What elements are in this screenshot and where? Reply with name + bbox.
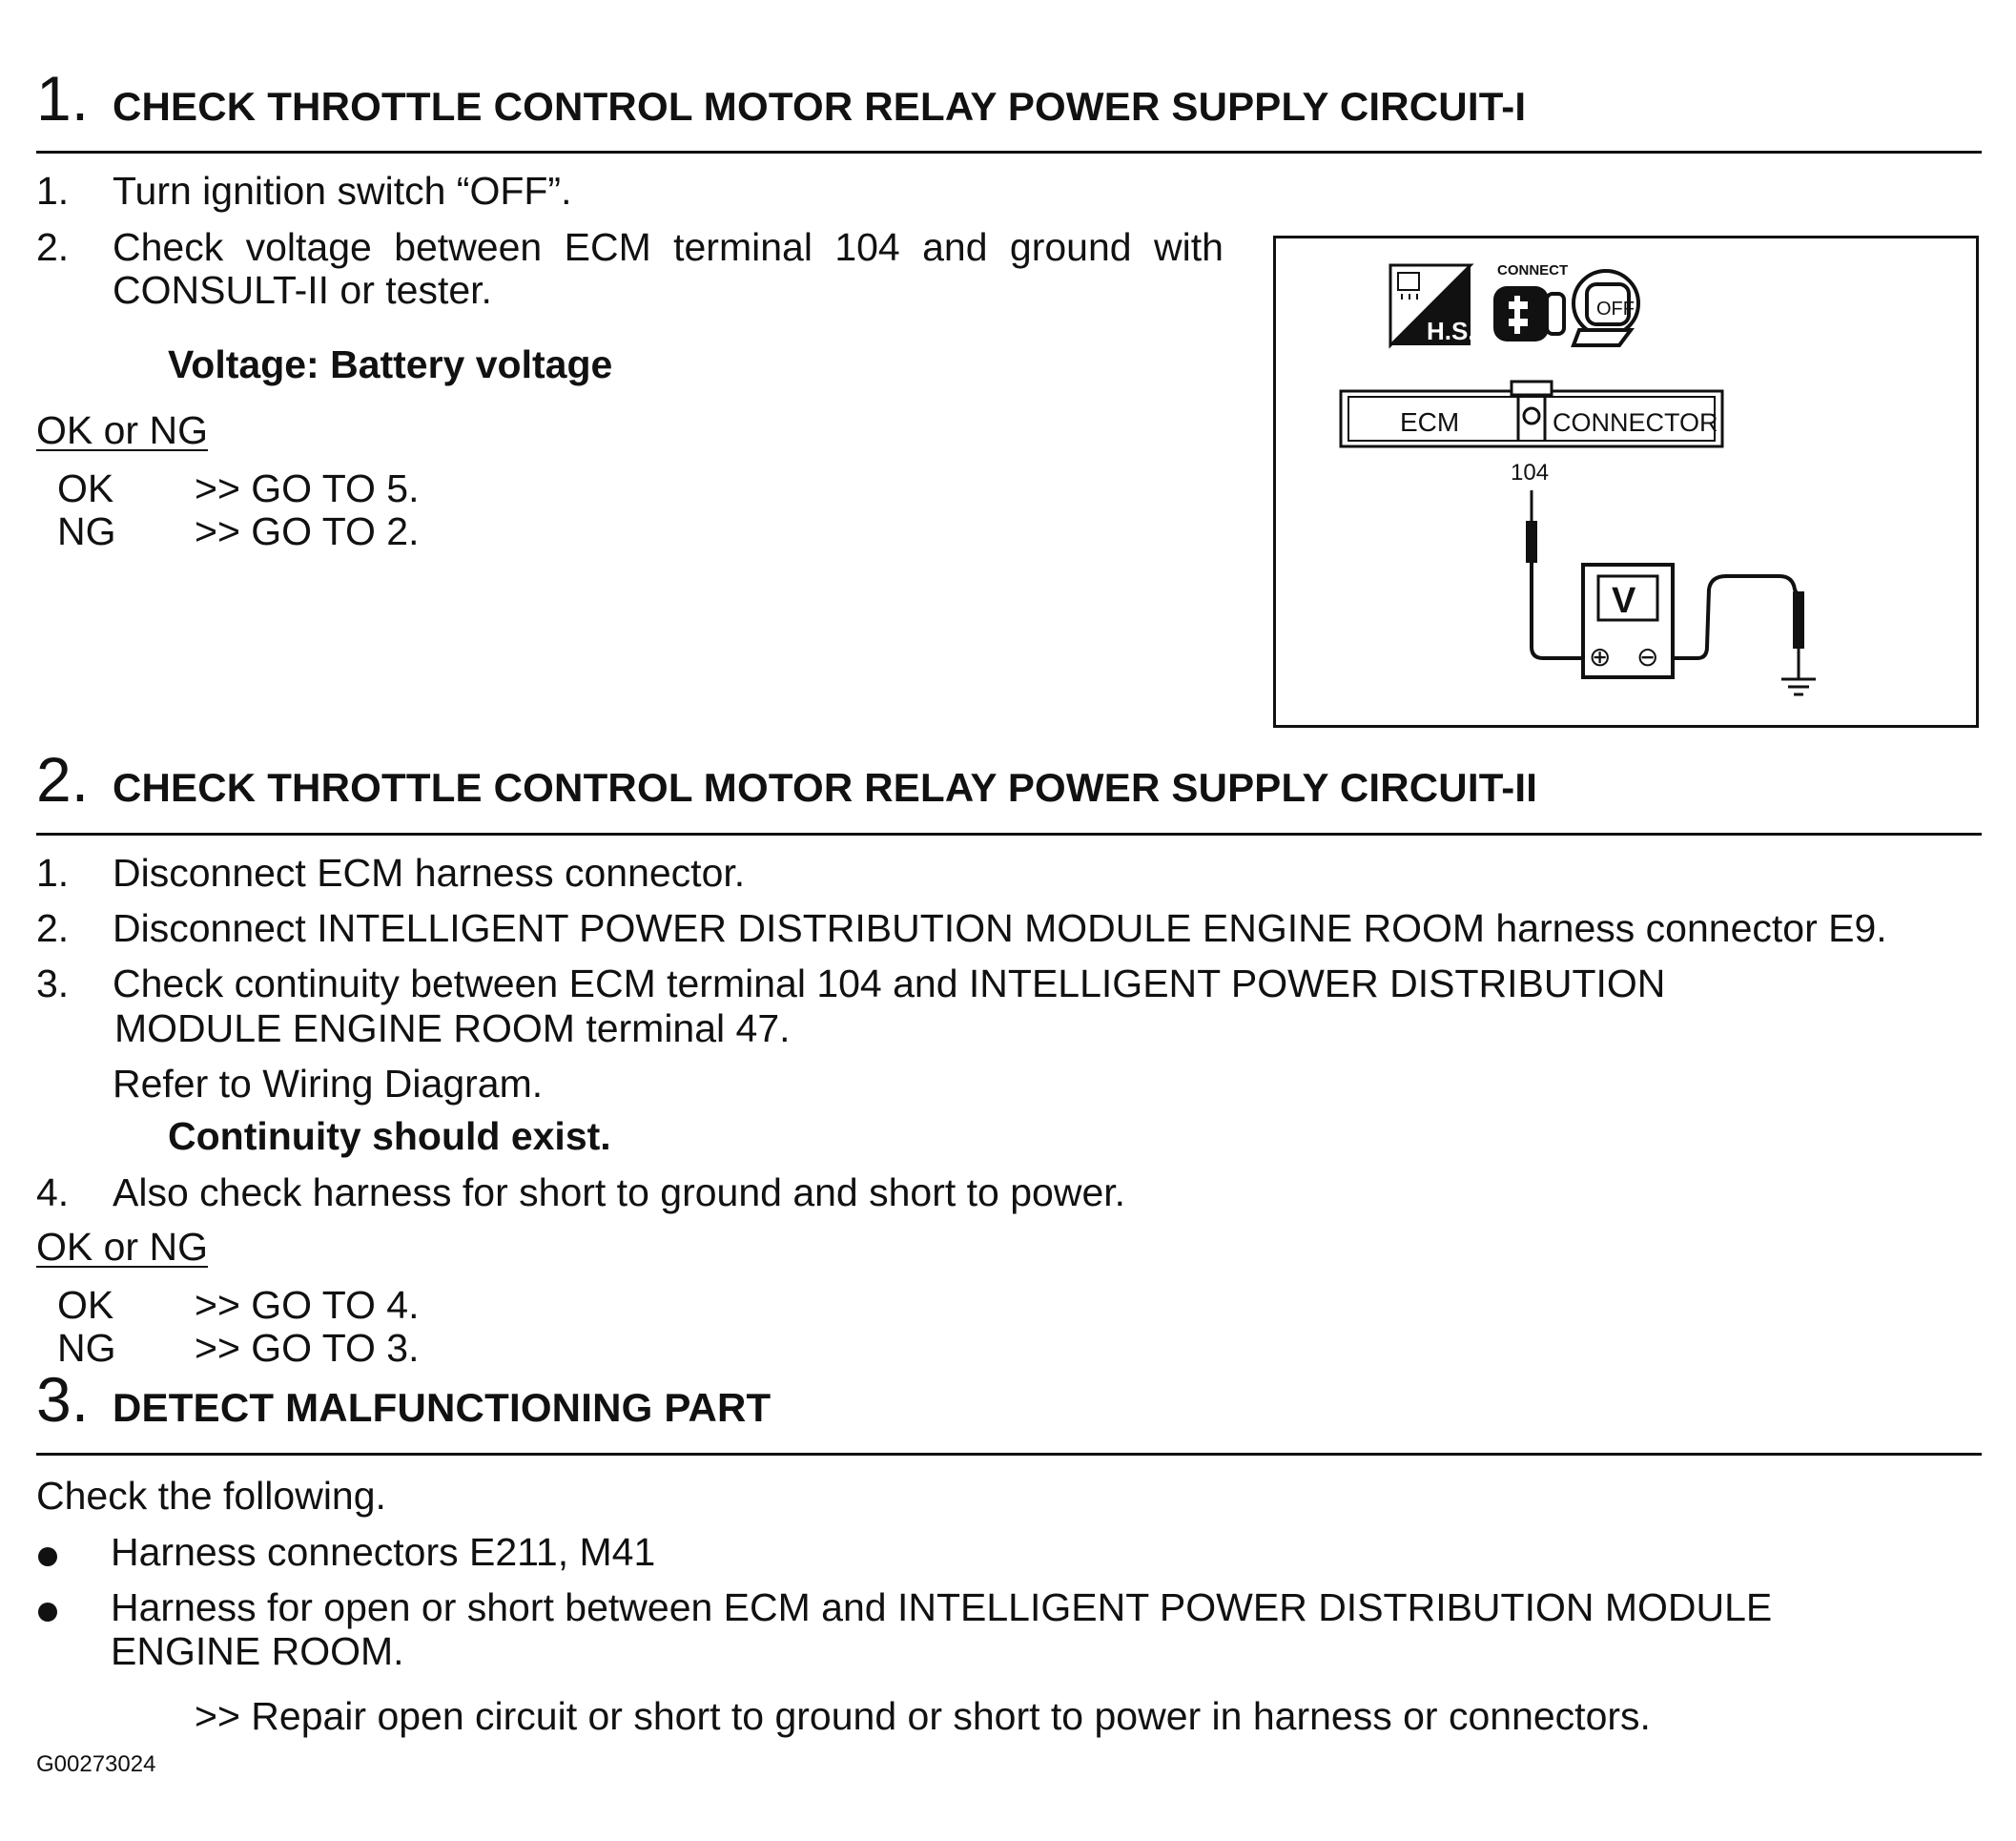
section-3-number: 3. [36, 1364, 90, 1435]
ground-icon [1781, 679, 1816, 694]
section-2-title: CHECK THROTTLE CONTROL MOTOR RELAY POWER SUPPLY CIRCUIT-II [113, 765, 1538, 810]
minus-terminal: ⊖ [1636, 641, 1659, 672]
bullet-text: Harness for open or short between ECM and INTELLIGENT POWER DISTRIBUTION MODULE [111, 1585, 1773, 1629]
section-2-number: 2. [36, 744, 90, 815]
section-1-title: CHECK THROTTLE CONTROL MOTOR RELAY POWER SUPPLY CIRCUIT-I [113, 84, 1527, 129]
ignition-off-icon [1574, 271, 1638, 345]
step-text: CONSULT-II or tester. [113, 268, 492, 312]
hs-label: H.S. [1427, 317, 1475, 345]
meter-label: V [1612, 581, 1636, 621]
ecm-connector [1341, 382, 1722, 446]
bullet-text: Harness connectors E211, M41 [111, 1530, 656, 1574]
section-3-title: DETECT MALFUNCTIONING PART [113, 1385, 771, 1430]
repair-action: >> Repair open circuit or short to ground or short to power in harness or connectors. [195, 1694, 1651, 1738]
result-action: >> GO TO 5. [195, 466, 420, 510]
negative-probe [1673, 576, 1804, 679]
step-text: Disconnect INTELLIGENT POWER DISTRIBUTION MODULE ENGINE ROOM harness connector E9. [113, 906, 1887, 950]
positive-probe [1526, 490, 1581, 658]
terminal-104-label: 104 [1511, 460, 1550, 486]
step-text: Turn ignition switch “OFF”. [113, 169, 572, 213]
voltmeter [1583, 565, 1673, 677]
connector-label: CONNECTOR [1553, 408, 1718, 437]
plus-terminal: ⊕ [1589, 641, 1612, 672]
connect-label: CONNECT [1497, 262, 1569, 279]
step-text: Check voltage between ECM terminal 104 and ground with [113, 225, 1224, 269]
result-status: OK [57, 466, 114, 510]
bullet-dot [38, 1603, 57, 1622]
off-label: OFF [1596, 299, 1635, 320]
bullet-dot [38, 1547, 57, 1566]
step-text: Also check harness for short to ground and short to power. [113, 1170, 1126, 1214]
step-text: Check continuity between ECM terminal 104 and INTELLIGENT POWER DISTRIBUTION [113, 962, 1666, 1005]
voltage-check-figure [1273, 236, 1979, 728]
bullet-text: ENGINE ROOM. [111, 1629, 404, 1673]
step-number: 1. [36, 851, 70, 895]
result-status: NG [57, 509, 116, 553]
result-action: >> GO TO 2. [195, 509, 420, 553]
refer-text: Refer to Wiring Diagram. [113, 1062, 544, 1106]
connect-icon [1493, 262, 1568, 341]
spec-continuity: Continuity should exist. [168, 1114, 611, 1158]
section-1-number: 1. [36, 63, 90, 134]
ok-ng-label: OK or NG [36, 1225, 208, 1269]
section-1-rule [36, 151, 1982, 154]
spec-voltage: Voltage: Battery voltage [168, 342, 613, 386]
section-3-rule [36, 1453, 1982, 1456]
section-2-rule [36, 833, 1982, 836]
step-text: MODULE ENGINE ROOM terminal 47. [114, 1006, 791, 1050]
result-action: >> GO TO 3. [195, 1326, 420, 1370]
result-status: NG [57, 1326, 116, 1370]
ok-ng-label: OK or NG [36, 408, 208, 452]
document-id: G00273024 [36, 1751, 156, 1777]
result-action: >> GO TO 4. [195, 1283, 420, 1327]
step-number: 3. [36, 962, 70, 1005]
hs-icon [1390, 265, 1475, 345]
result-status: OK [57, 1283, 114, 1327]
circuit-diagram [1276, 238, 1976, 725]
step-number: 4. [36, 1170, 70, 1214]
ecm-label: ECM [1400, 407, 1460, 437]
step-text: Disconnect ECM harness connector. [113, 851, 746, 895]
intro-text: Check the following. [36, 1474, 386, 1518]
step-number: 2. [36, 906, 70, 950]
step-number: 2. [36, 225, 70, 269]
step-number: 1. [36, 169, 70, 213]
